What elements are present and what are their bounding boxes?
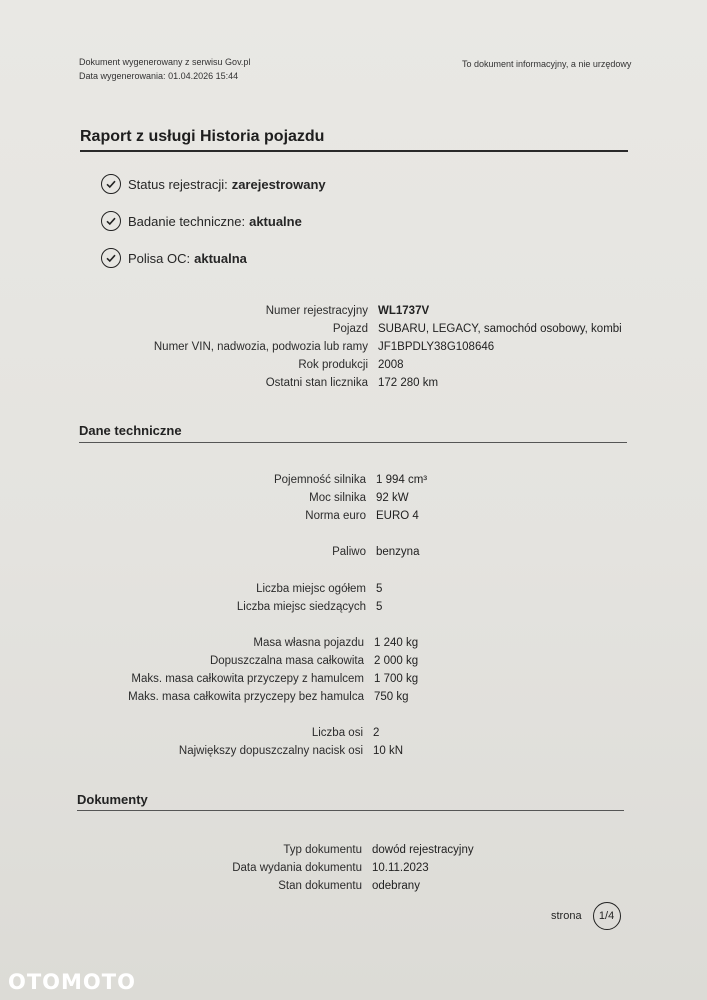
status-label: Polisa OC: [128, 250, 191, 266]
tech-row [63, 743, 403, 759]
field-label: Liczba miejsc siedzących [236, 601, 366, 613]
page-title: Raport z usługi Historia pojazdu [80, 128, 325, 145]
field-label: Data wydania dokumentu [232, 862, 362, 874]
tech-row [64, 671, 418, 687]
tech-row [64, 689, 409, 705]
field-value: SUBARU, LEGACY, samochód osobowy, kombi [378, 323, 622, 335]
doc-row [62, 878, 420, 894]
status-insurance [101, 248, 247, 268]
tech-row [64, 635, 418, 651]
field-label: Dopuszczalna masa całkowita [209, 655, 364, 667]
status-label: Status rejestracji: [128, 176, 228, 192]
field-value: 5 [376, 601, 383, 613]
page-number: 1/4 [593, 902, 621, 930]
generated-date [79, 69, 250, 83]
tech-row [66, 544, 419, 560]
status-label: Badanie techniczne: [128, 213, 246, 229]
field-value: 2 000 kg [374, 655, 419, 667]
generated-value: 01.04.2026 15:44 [168, 71, 239, 81]
field-value: odebrany [372, 880, 420, 892]
doc-row [62, 842, 474, 858]
tech-row [66, 581, 382, 597]
field-label: Paliwo [332, 546, 366, 558]
page-label: strona [551, 910, 582, 922]
status-value: zarejestrowany [231, 176, 326, 192]
field-value: 92 kW [376, 492, 409, 504]
field-label: Typ dokumentu [283, 844, 362, 856]
vehicle-row-model [68, 321, 622, 337]
check-circle-icon [101, 174, 121, 194]
status-inspection [101, 211, 302, 231]
field-value: 10.11.2023 [372, 862, 429, 874]
field-value: 10 kN [373, 745, 404, 757]
field-label: Stan dokumentu [278, 880, 362, 892]
tech-row [63, 725, 379, 741]
field-value: 2 [373, 727, 380, 739]
tech-row [64, 653, 418, 669]
field-value: 1 240 kg [374, 637, 419, 649]
status-value: aktualne [249, 213, 302, 229]
section-divider [79, 442, 627, 443]
field-value: WL1737V [378, 305, 430, 317]
field-value: JF1BPDLY38G108646 [378, 341, 495, 353]
field-label: Moc silnika [309, 492, 366, 504]
doc-row [62, 860, 429, 876]
generation-info [79, 55, 250, 83]
field-label: Masa własna pojazdu [253, 637, 364, 649]
field-value: dowód rejestracyjny [372, 844, 474, 856]
tech-row [66, 472, 427, 488]
tech-row [66, 490, 409, 506]
field-label: Maks. masa całkowita przyczepy bez hamulca [128, 691, 364, 703]
vehicle-row-vin [68, 339, 494, 355]
field-value: 1 700 kg [374, 673, 419, 685]
section-title-documents: Dokumenty [77, 792, 148, 807]
field-label: Liczba osi [311, 727, 363, 739]
title-divider [80, 150, 628, 152]
field-value: 1 994 cm³ [376, 474, 428, 486]
section-divider [77, 810, 624, 811]
field-label: Największy dopuszczalny nacisk osi [178, 745, 363, 757]
field-label: Maks. masa całkowita przyczepy z hamulcem [131, 673, 364, 685]
vehicle-row-registration [68, 303, 429, 319]
field-value: 750 kg [374, 691, 409, 703]
field-label: Liczba miejsc ogółem [256, 583, 366, 595]
field-value: 5 [376, 583, 383, 595]
field-label: Rok produkcji [298, 359, 368, 371]
generated-label: Data wygenerowania: [79, 71, 166, 81]
tech-row [66, 599, 382, 615]
status-value: aktualna [194, 250, 247, 266]
field-value: benzyna [376, 546, 420, 558]
field-label: Pojemność silnika [273, 474, 366, 486]
section-title-technical: Dane techniczne [79, 423, 182, 438]
source-line: Dokument wygenerowany z serwisu Gov.pl [79, 57, 251, 67]
vehicle-row-year [68, 357, 404, 373]
field-label: Numer rejestracyjny [265, 305, 368, 317]
field-value: EURO 4 [376, 510, 419, 522]
check-circle-icon [101, 211, 121, 231]
status-registration [101, 174, 326, 194]
otomoto-watermark: OTOMOTO [8, 970, 136, 994]
vehicle-row-odometer [68, 375, 438, 391]
field-value: 172 280 km [378, 377, 439, 389]
field-value: 2008 [378, 359, 404, 371]
field-label: Ostatni stan licznika [265, 377, 368, 389]
page-indicator [551, 902, 621, 930]
field-label: Numer VIN, nadwozia, podwozia lub ramy [153, 341, 368, 353]
field-label: Norma euro [305, 510, 366, 522]
tech-row [66, 508, 419, 524]
field-label: Pojazd [332, 323, 368, 335]
disclaimer: To dokument informacyjny, a nie urzędowy [462, 59, 632, 69]
check-circle-icon [101, 248, 121, 268]
